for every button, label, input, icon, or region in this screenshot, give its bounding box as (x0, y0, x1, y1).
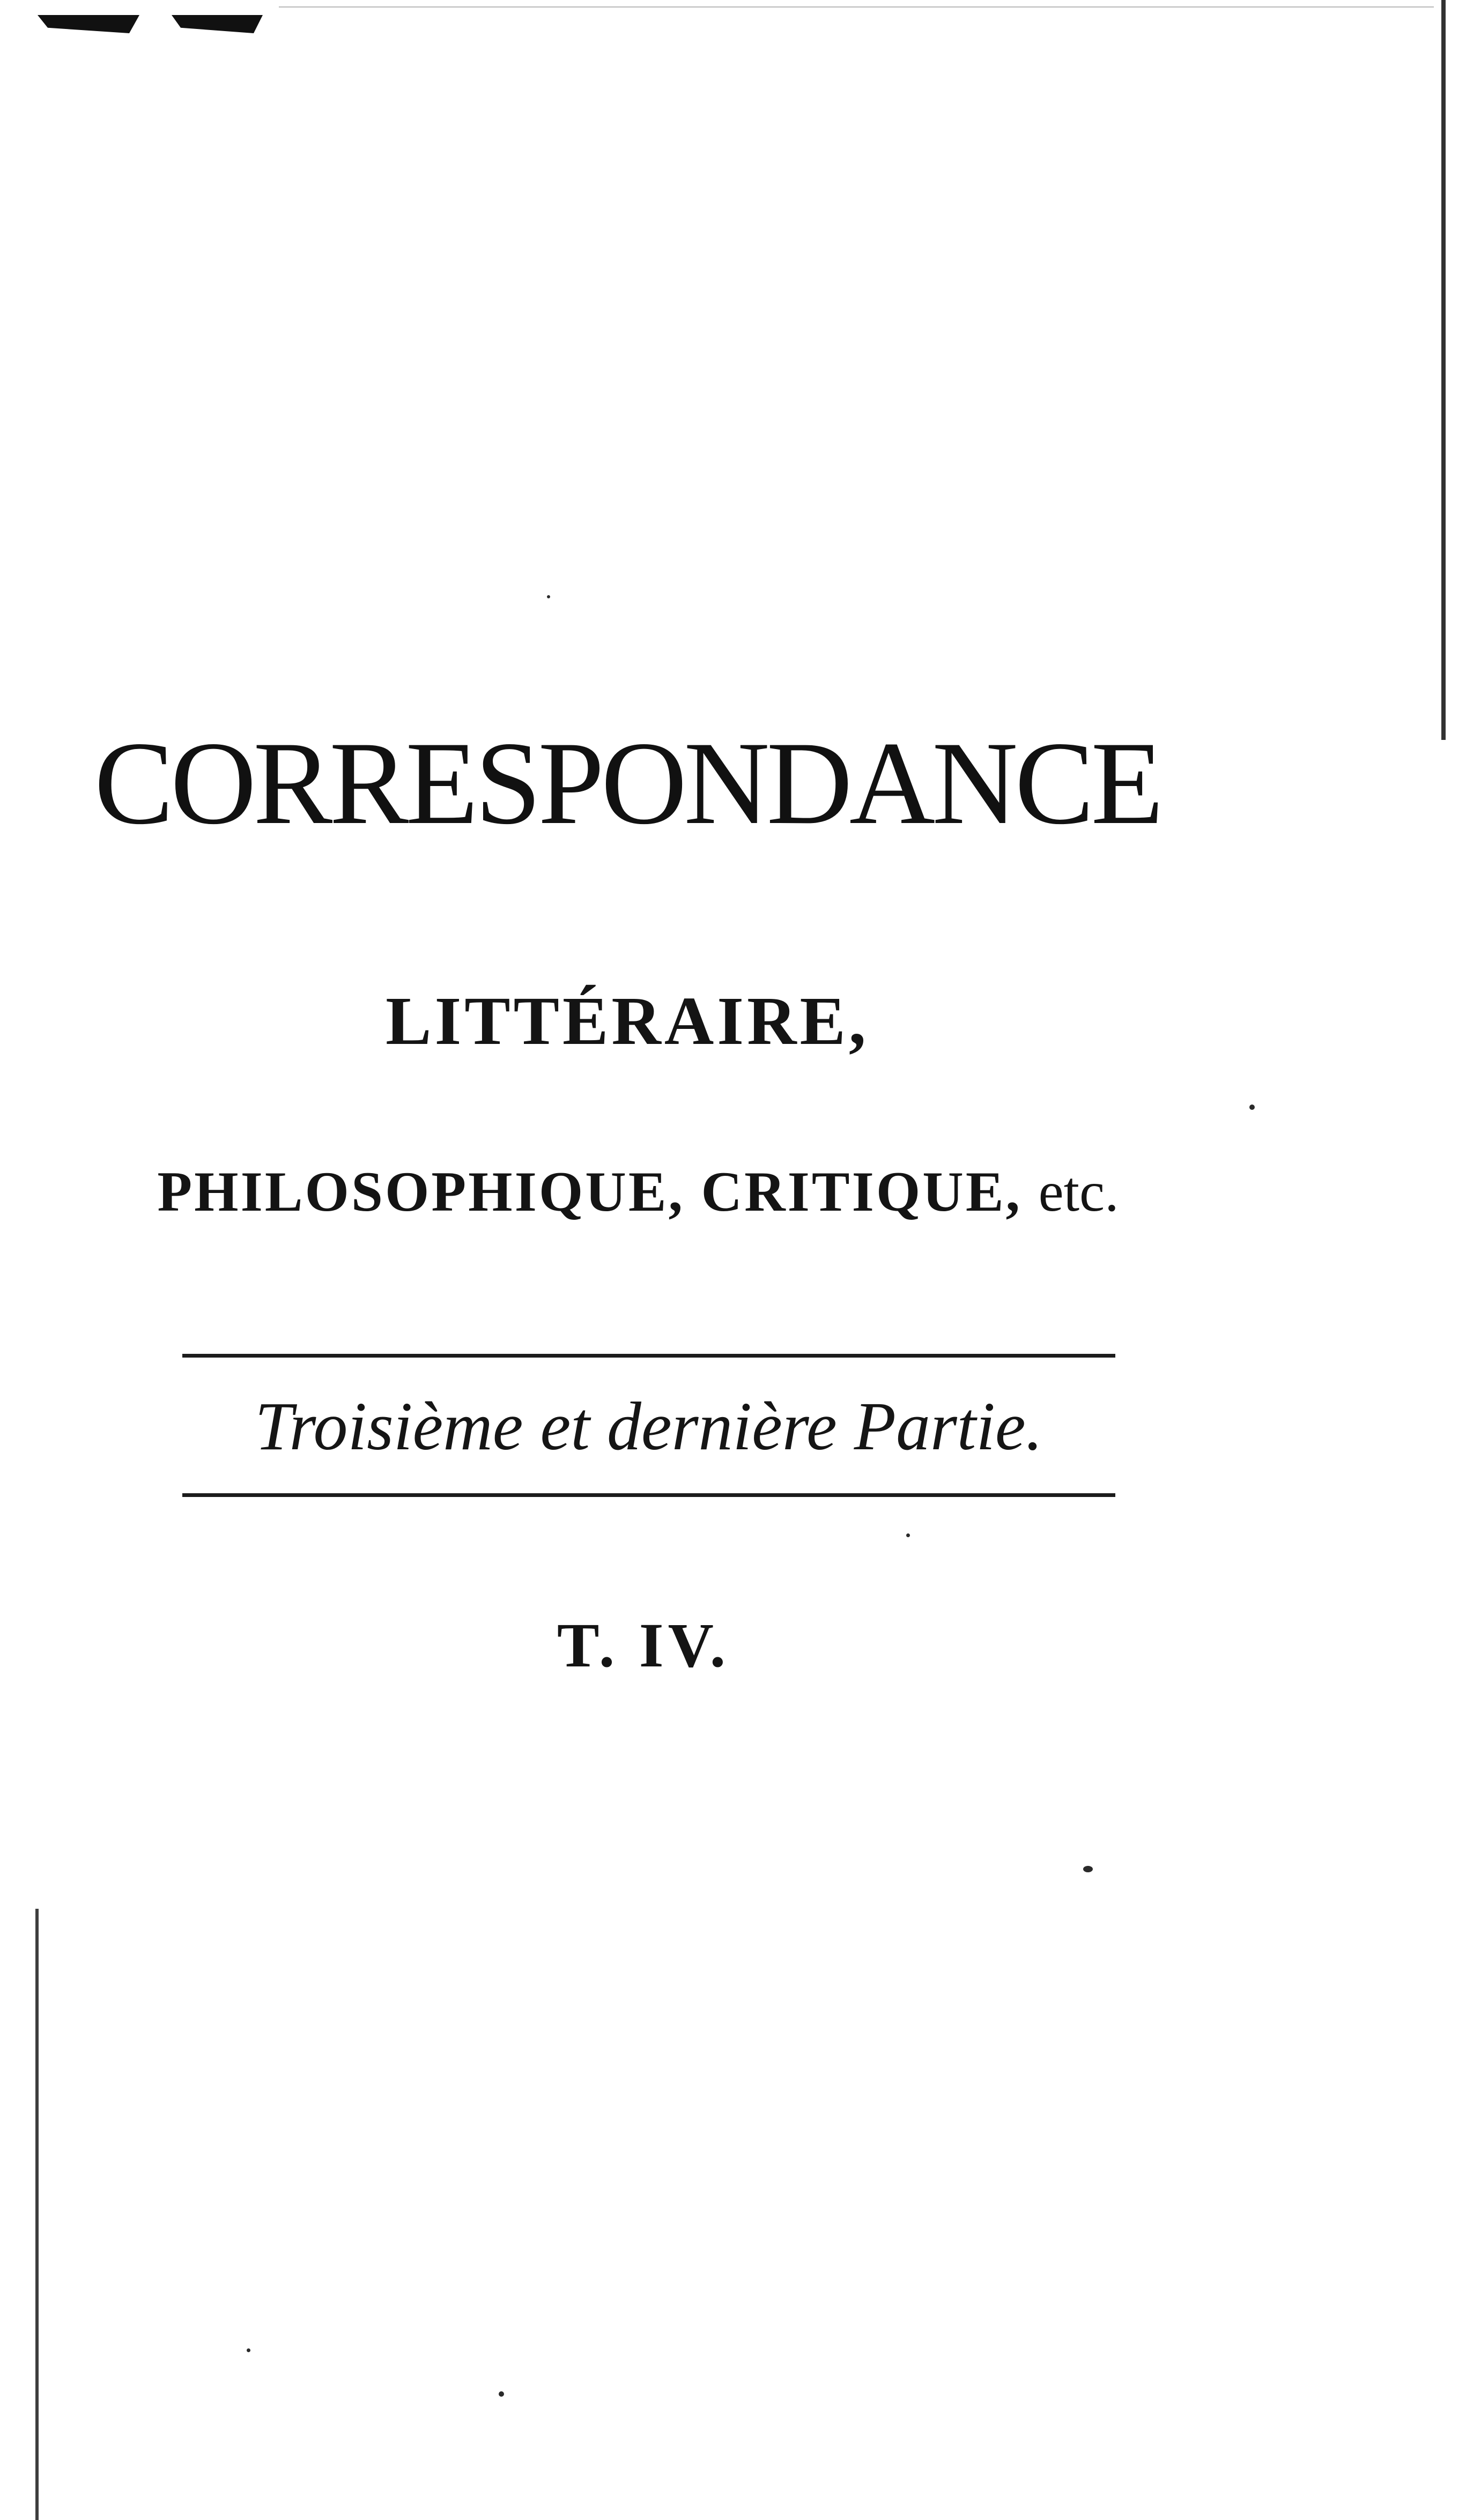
scan-speck (1249, 1105, 1255, 1110)
part-label: Troisième et dernière Partie. (255, 1388, 1043, 1464)
scan-speck (547, 595, 550, 598)
volume-number: T. IV. (557, 1610, 730, 1680)
book-title: CORRESPONDANCE (94, 717, 1161, 849)
subtitle-philosophique-text: PHILOSOPHIQUE, CRITIQUE, (157, 1160, 1023, 1223)
scan-speck (499, 2391, 504, 2397)
scan-top-edge (279, 6, 1434, 8)
rule-top (182, 1354, 1115, 1358)
scan-left-edge (35, 1909, 39, 2520)
scan-speck (906, 1533, 910, 1537)
scan-right-edge (1441, 0, 1446, 740)
subtitle-litteraire: LITTÉRAIRE, (386, 983, 869, 1059)
scan-speck (247, 2348, 250, 2352)
subtitle-philosophique (80, 1160, 1196, 1223)
subtitle-etc: etc. (1038, 1160, 1119, 1223)
scan-mark (38, 15, 139, 33)
scan-speck (1083, 1866, 1093, 1872)
rule-bottom (182, 1493, 1115, 1497)
scan-mark (172, 15, 263, 33)
